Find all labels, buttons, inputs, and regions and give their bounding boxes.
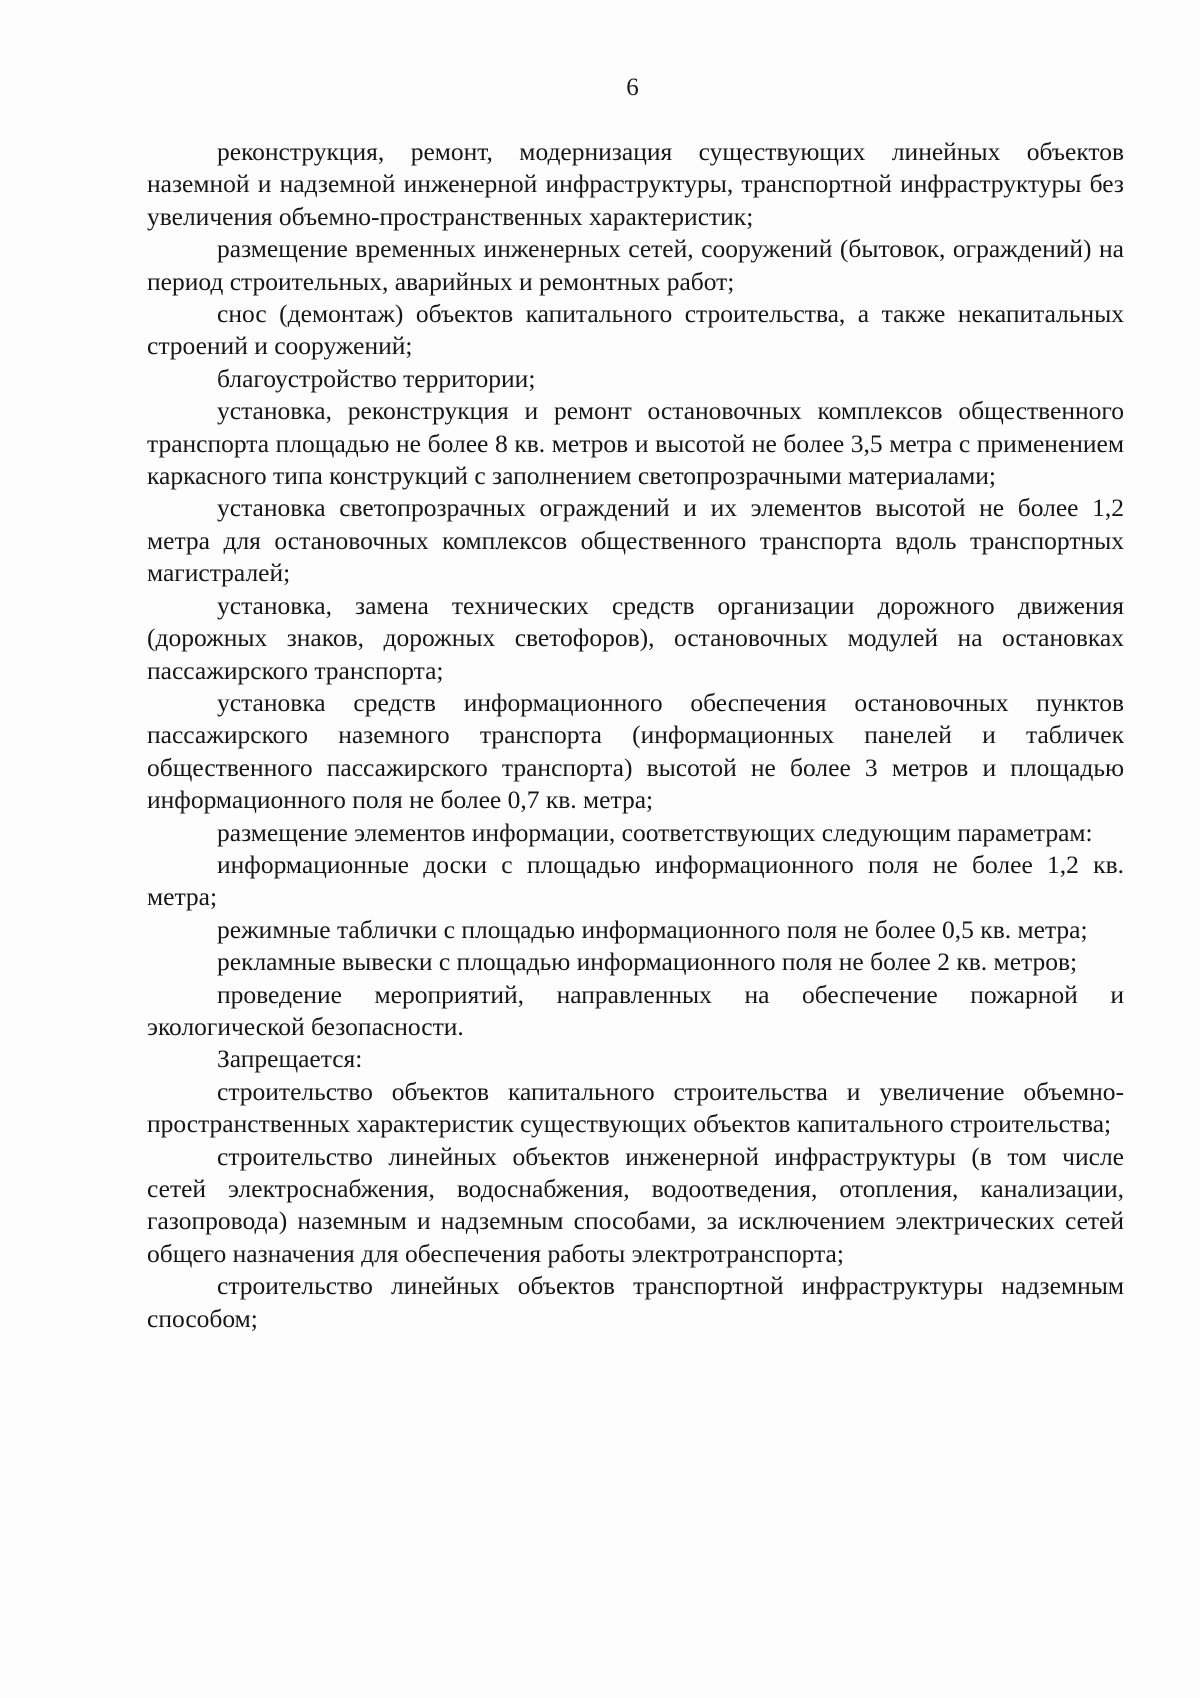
paragraph-reconstruction: реконструкция, ремонт, модернизация существующих линейных объектов наземной и надземной инженерной инфраструктуры, транспортной инфраструктуры без увеличения объемно-пространственных характеристик;: [147, 137, 1124, 231]
paragraph-landscaping: благоустройство территории;: [217, 363, 536, 393]
paragraph-safety-measures: проведение мероприятий, направленных на обеспечение пожарной и экологической безопасности.: [147, 979, 1124, 1041]
paragraph-prohibited-heading: Запрещается:: [217, 1044, 363, 1074]
paragraph-engineering-lines: строительство линейных объектов инженерной инфраструктуры (в том числе сетей электроснабжения, водоснабжения, водоотведения, отопления, канализации, газопровода) наземным и надземным способами, за исключением электрических сетей общего назначения для обеспечения работы электротранспорта;: [147, 1141, 1124, 1268]
paragraph-temporary-networks: размещение временных инженерных сетей, сооружений (бытовок, ограждений) на период строительных, аварийных и ремонтных работ;: [147, 234, 1124, 296]
paragraph-information-elements: размещение элементов информации, соответствующих следующим параметрам:: [217, 817, 1093, 847]
paragraph-translucent-fences: установка светопрозрачных ограждений и их элементов высотой не более 1,2 метра для остановочных комплексов общественного транспорта вдоль транспортных магистралей;: [147, 493, 1124, 588]
paragraph-traffic-control: установка, замена технических средств организации дорожного движения (дорожных знаков, дорожных светофоров), остановочных модулей на остановках пассажирского транспорта;: [147, 590, 1124, 685]
paragraph-mode-plates: режимные таблички с площадью информационного поля не более 0,5 кв. метра;: [217, 914, 1088, 944]
paragraph-capital-construction: строительство объектов капитального строительства и увеличение объемно-пространственных характеристик существующих объектов капитального строительства;: [147, 1076, 1124, 1139]
paragraph-transport-lines: строительство линейных объектов транспортной инфраструктуры надземным способом;: [147, 1271, 1124, 1333]
paragraph-stop-complexes: установка, реконструкция и ремонт остановочных комплексов общественного транспорта площадью не более 8 кв. метров и высотой не более 3,5 метра с применением каркасного типа конструкций с заполнением светопрозрачными материалами;: [147, 396, 1124, 491]
paragraph-information-boards: информационные доски с площадью информационного поля не более 1,2 кв. метра;: [147, 849, 1124, 912]
document-body: [147, 136, 1124, 1335]
paragraph-information-means: установка средств информационного обеспечения остановочных пунктов пассажирского наземного транспорта (информационных панелей и табличек общественного пассажирского транспорта) высотой не более 3 метров и площадью информационного поля не более 0,7 кв. метра;: [147, 687, 1124, 815]
page-number: 6: [626, 74, 639, 101]
paragraph-demolition: снос (демонтаж) объектов капитального строительства, а также некапитальных строений и сооружений;: [147, 299, 1124, 361]
paragraph-ad-signs: рекламные вывески с площадью информационного поля не более 2 кв. метров;: [217, 947, 1078, 977]
